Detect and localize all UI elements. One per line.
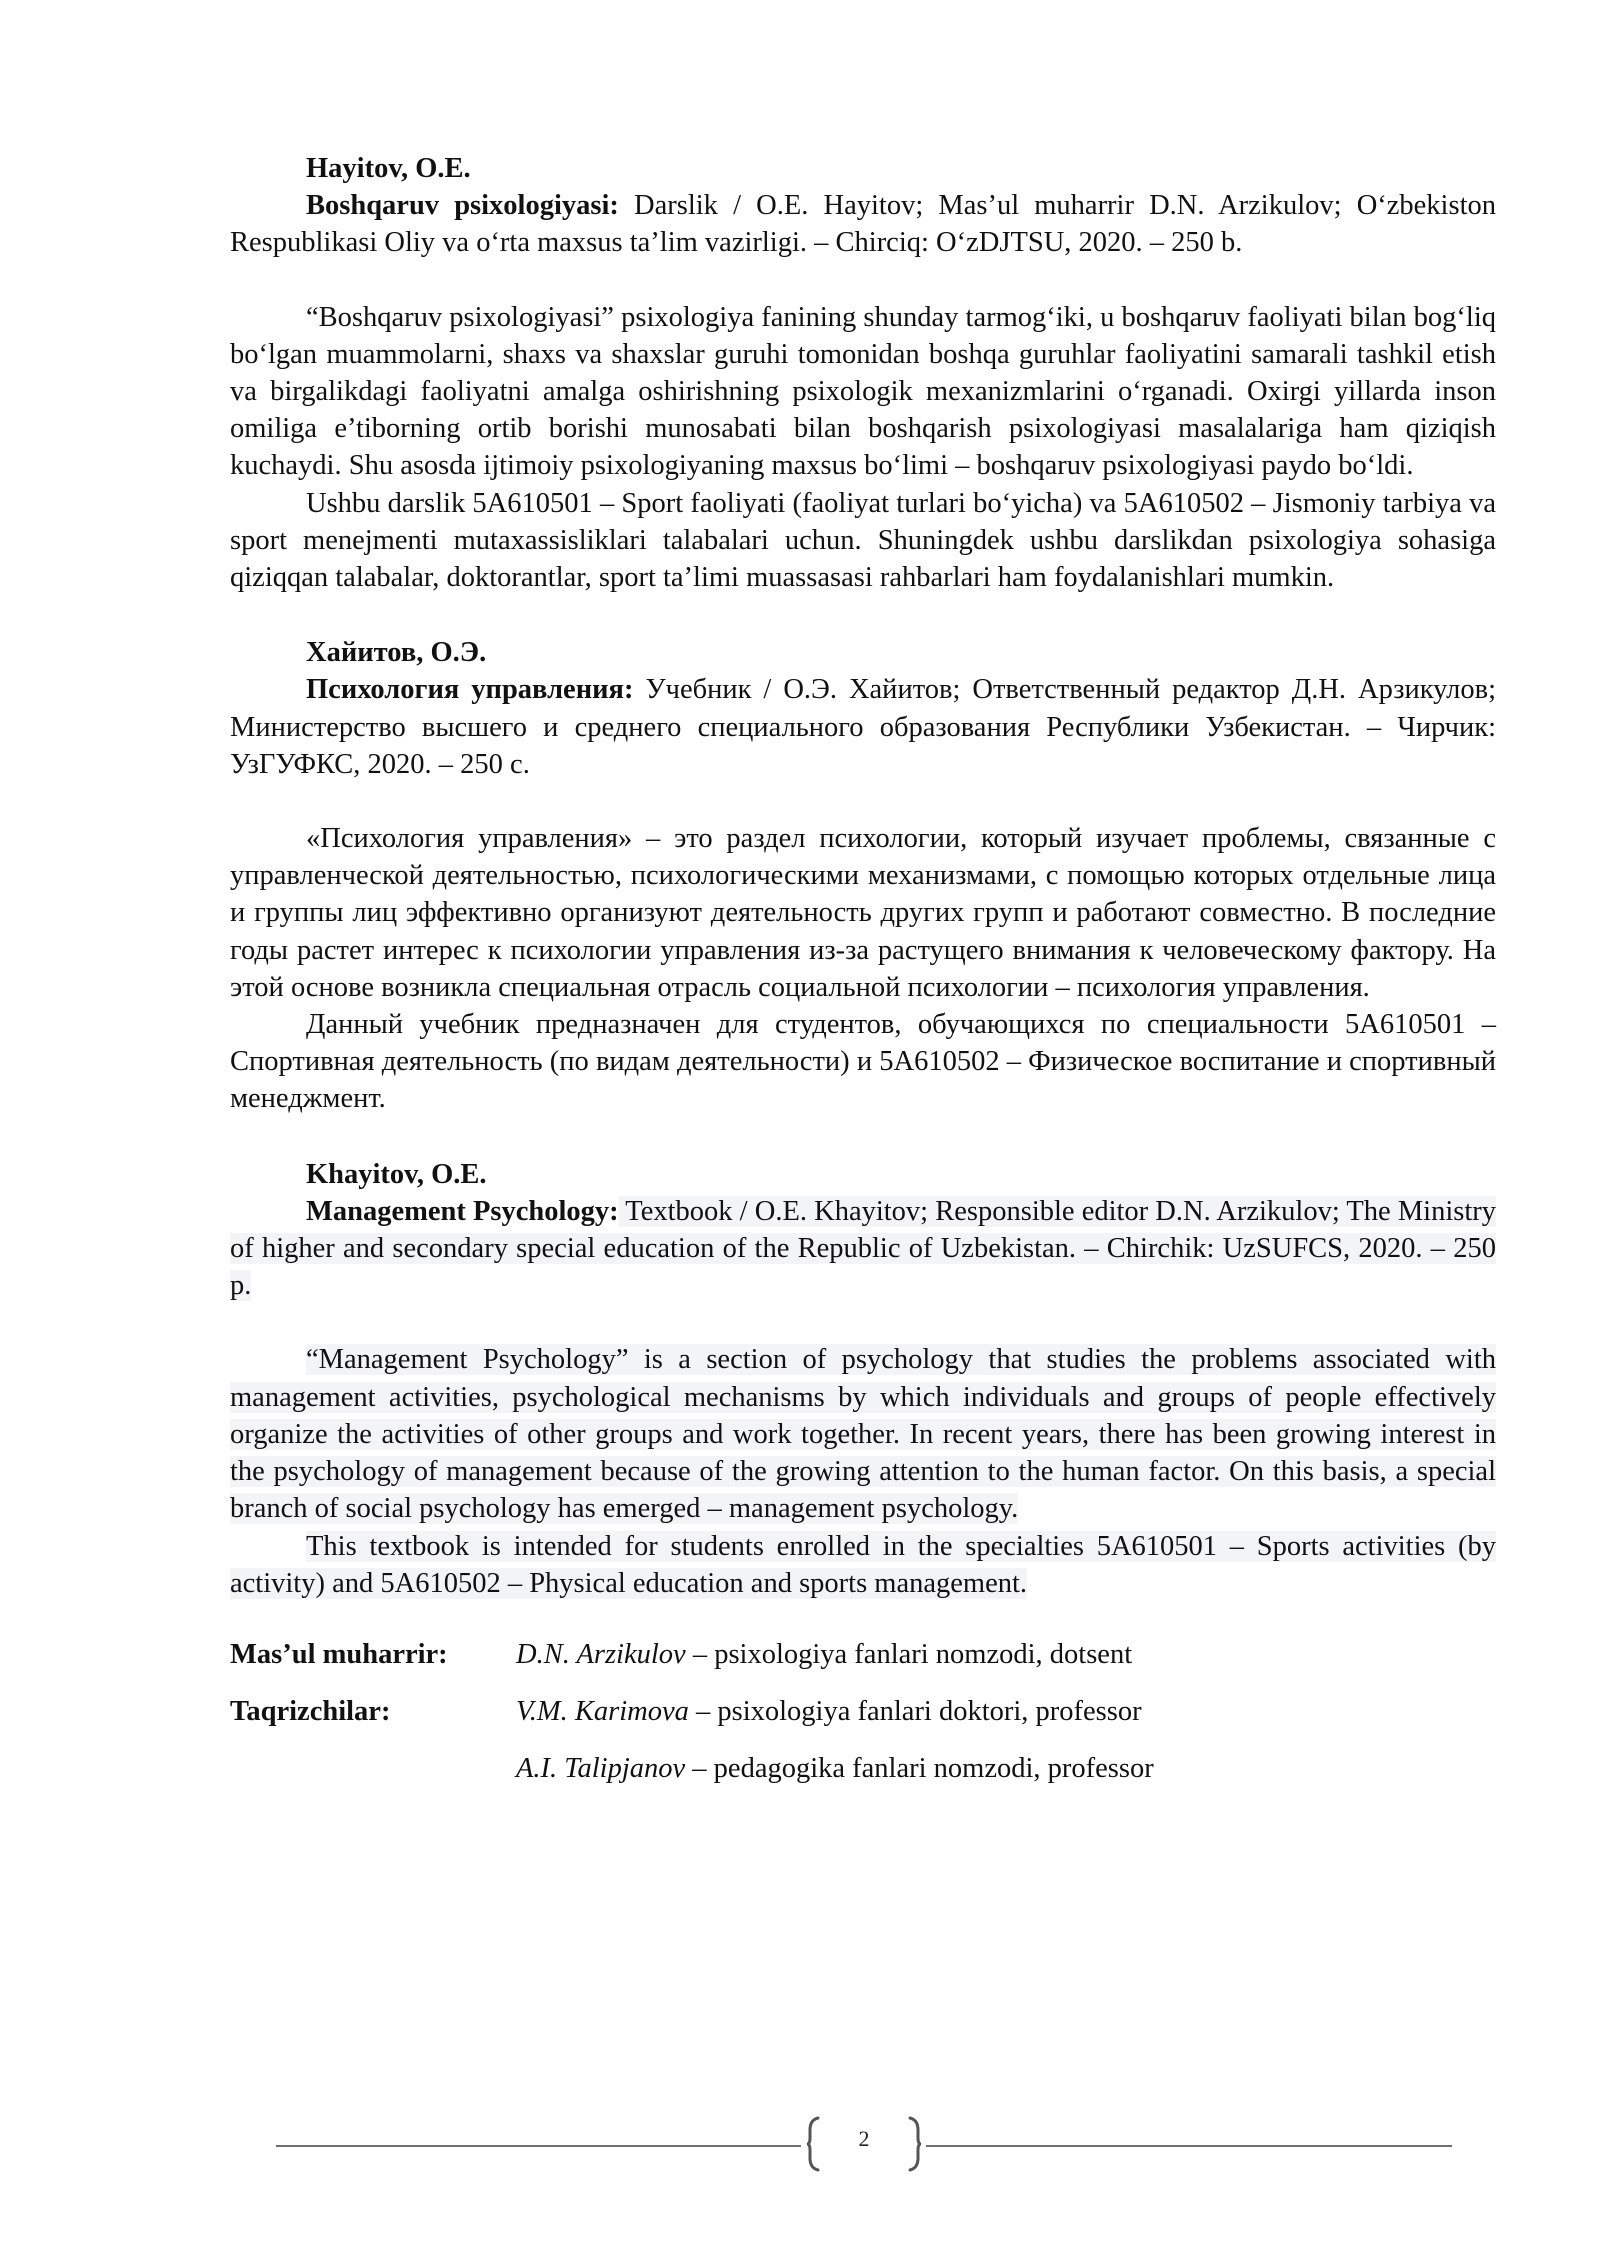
document-page [230,150,1496,1807]
page-footer [276,2116,1452,2176]
citation-details: Учебник / О.Э. Хайитов; Ответственный редактор Д.Н. Арзикулов; Министерство высшего и среднего специального образования Республики Узбекистан. – Чирчик: УзГУФКС, 2020. – 250 с. [230,674,1497,780]
entry-russian [230,634,1496,1117]
book-title: Management Psychology: [306,1195,619,1227]
abstract-text: “Management Psychology” is a section of psychology that studies the problems associated with management activities, psychological mechanisms by which individuals and groups of people effectively organize the activities of other groups and work together. In recent years, there has been growing interest in the psychology of management because of the growing attention to the human factor. On this basis, a special branch of social psychology has emerged – management psychology. [230,1344,1496,1525]
author-name: Хайитов, О.Э. [306,637,487,669]
left-brace-icon [806,2116,820,2172]
editor-desc: – psixologiya fanlari nomzodi, dotsent [685,1638,1133,1670]
reviewer-row [230,1750,1496,1807]
footer-rule-right [926,2145,1452,2147]
citation-details: Darslik / O.E. Hayitov; Mas’ul muharrir D.N. Arzikulov; O‘zbekiston Respublikasi Oliy va o‘rta maxsus ta’lim vazirligi. – Chirciq: O‘zDJTSU, 2020. – 250 b. [230,190,1496,259]
editor-name: D.N. Arzikulov [516,1638,686,1670]
abstract-paragraph: Ushbu darslik 5A610501 – Sport faoliyati (faoliyat turlari bo‘yicha) va 5A610502 – Jismoniy tarbiya va sport menejmenti mutaxassisliklari talabalari uchun. Shuningdek ushbu darslikdan psixologiya sohasiga qiziqqan talabalar, doktorantlar, sport ta’limi muassasasi rahbarlari ham foydalanishlari mumkin. [230,487,1496,594]
author-name: Khayitov, O.E. [306,1158,487,1190]
author-name: Hayitov, O.E. [306,153,471,184]
reviewer-desc: – psixologiya fanlari doktori, professor [688,1695,1142,1727]
right-brace-icon [908,2116,922,2172]
entry-english [230,1156,1496,1602]
editor-row [230,1636,1496,1693]
bibliographic-citation [230,671,1496,783]
abstract-paragraph: Данный учебник предназначен для студентов, обучающихся по специальности 5А610501 – Спортивная деятельность (по видам деятельности) и 5А610502 – Физическое воспитание и спортивный менеджмент. [230,1009,1496,1115]
abstract-text: This textbook is intended for students enrolled in the specialties 5A610501 – Sports activities (by activity) and 5A610502 – Physical education and sports management. [230,1530,1496,1599]
citation-details: Textbook / O.E. Khayitov; Responsible editor D.N. Arzikulov; The Ministry of higher and secondary special education of the Republic of Uzbekistan. – Chirchik: UzSUFCS, 2020. – 250 p. [230,1195,1496,1302]
reviewer-row [230,1693,1496,1750]
reviewer-name: A.I. Talipjanov [516,1752,686,1784]
reviewer-name: V.M. Karimova [516,1695,689,1727]
abstract-paragraph [230,1341,1496,1527]
reviewer-desc: – pedagogika fanlari nomzodi, professor [685,1752,1154,1784]
bibliographic-citation [230,1193,1496,1305]
abstract-paragraph: “Boshqaruv psixologiyasi” psixologiya fanining shunday tarmog‘iki, u boshqaruv faoliyati bilan bog‘liq bo‘lgan muammolarni, shaxs va shaxslar guruhi tomonidan boshqa guruhlar faoliyatini samarali tashkil etish va birgalikdagi faoliyatni amalga oshirishning psixologik mexanizmlarini o‘rganadi. Oxirgi yillarda inson omiliga e’tiborning ortib borishi munosabati bilan boshqarish psixologiyasi masalalariga ham qiziqish kuchaydi. Shu asosda ijtimoiy psixologiyaning maxsus bo‘limi – boshqaruv psixologiyasi paydo bo‘ldi. [230,301,1496,482]
abstract-paragraph: «Психология управления» – это раздел психологии, который изучает проблемы, связанные с управленческой деятельностью, психологическими механизмами, с помощью которых отдельные лица и группы лиц эффективно организуют деятельность других групп и работают совместно. В последние годы растет интерес к психологии управления из-за растущего внимания к человеческому фактору. На этой основе возникла специальная отрасль социальной психологии – психология управления. [230,823,1496,1003]
bibliographic-citation [230,187,1496,261]
editor-label: Mas’ul muharrir: [230,1638,448,1670]
book-title: Boshqaruv psixologiyasi: [306,190,619,222]
book-title: Психология управления: [306,674,634,706]
credits-block [230,1636,1496,1807]
entry-uzbek [230,150,1496,596]
reviewer-value [516,1693,1496,1730]
abstract-paragraph [230,1528,1496,1602]
page-number: 2 [858,2126,870,2151]
reviewers-label: Taqrizchilar: [230,1695,391,1727]
editor-value [516,1636,1496,1673]
footer-rule-left [276,2145,801,2147]
reviewer-value [516,1750,1496,1787]
